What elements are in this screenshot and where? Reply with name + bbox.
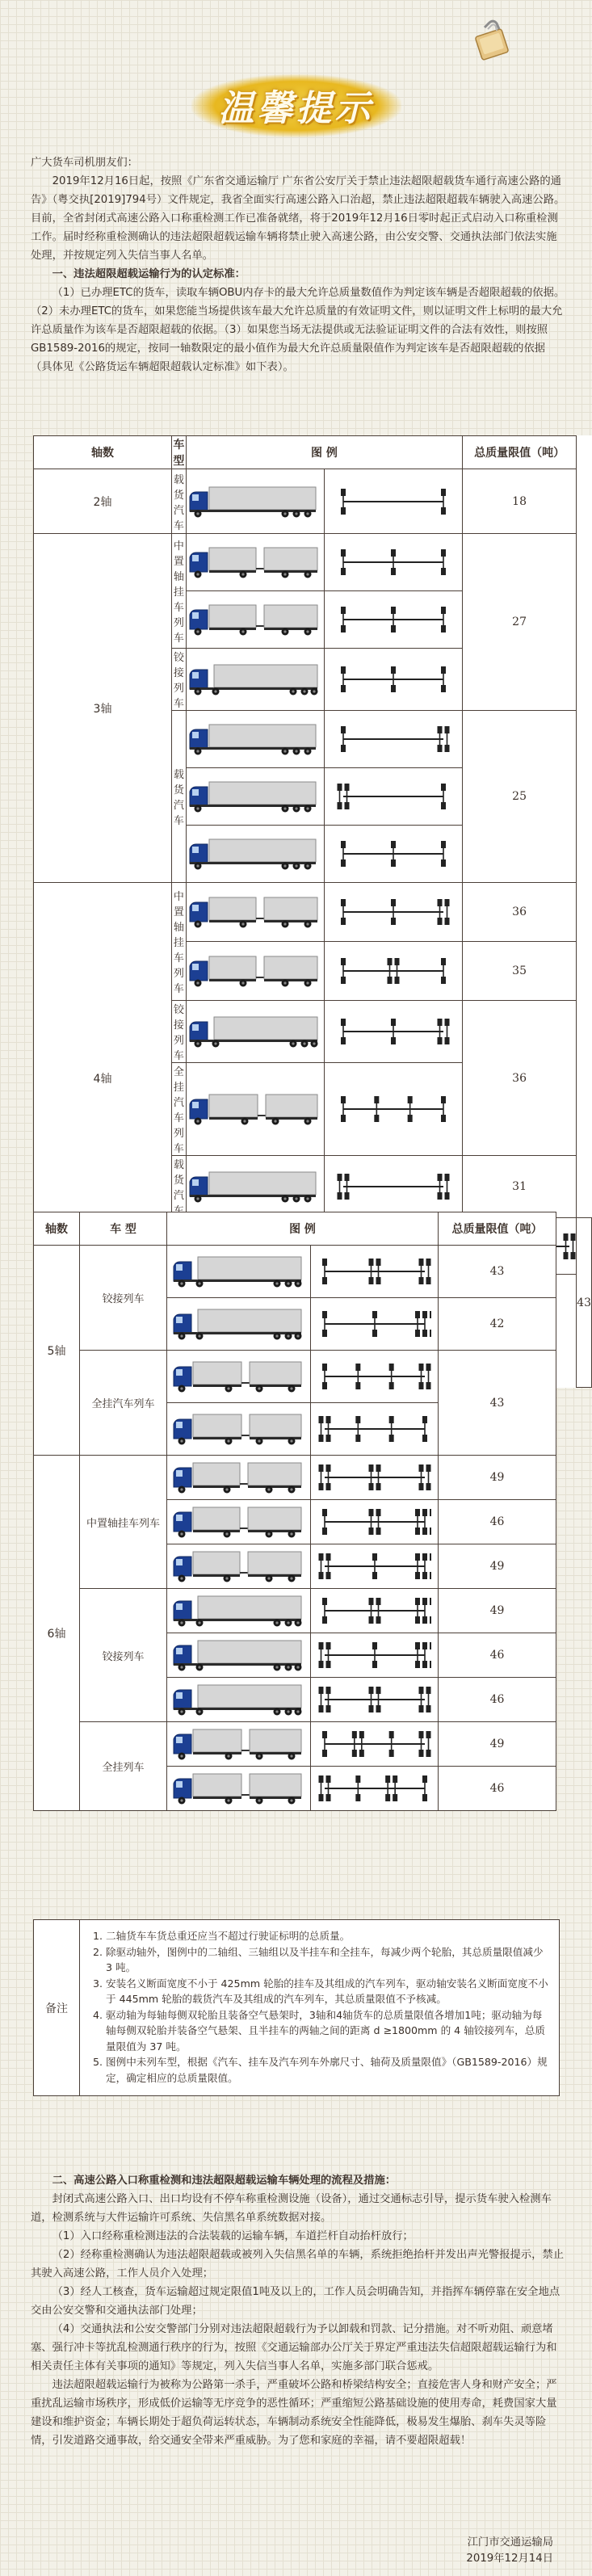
section1-paragraph: （1）已办理ETC的货车，读取车辆OBU内存卡的最大允许总质量数值作为判定该车辆是否超限超载的依据。（2）未办理ETC的货车，如果您能当场提供该车最大允许总质量的有效证明文件，则以证明文件上标明的最大允许总质量作为该车是否超限超载的依据。（3）如果您当场无法提供或无法验证证明文件的合法有效性，则按照GB1589-2016的规定，按同一轴数限定的最小值作为最大允许总质量限值作为判定该车是否超限超载的依据（具体见《公路货运车辆超限超载认定标准》如下表）。 bbox=[31, 287, 565, 373]
limit-cell: 36 bbox=[463, 1001, 577, 1156]
section2-heading: 二、高速公路入口称重检测和违法超限超载运输车辆处理的流程及措施： bbox=[52, 2175, 397, 2187]
limit-cell: 35 bbox=[463, 942, 577, 1001]
table-row bbox=[34, 883, 592, 942]
axle-diagram-icon bbox=[337, 547, 450, 578]
header-limit: 总质量限值（吨） bbox=[439, 1212, 556, 1246]
remark-item: 3. 安装名义断面宽度不小于 425mm 轮胎的挂车及其组成的汽车列车，驱动轴安装名义断面宽度不小于 445mm 轮胎的载货汽车及其组成的汽车列车，其总质量限值不予核减。 bbox=[106, 1976, 551, 2007]
type-cell: 中置轴挂车列车 bbox=[80, 1456, 167, 1589]
table-row bbox=[34, 469, 592, 534]
type-cell: 载货汽车 bbox=[172, 711, 187, 883]
header-type: 车 型 bbox=[172, 436, 187, 469]
axle-cell: 6轴 bbox=[34, 1456, 80, 1811]
axle-diagram-icon bbox=[337, 1016, 450, 1047]
axle-diagram-icon bbox=[318, 1309, 431, 1339]
table-row bbox=[34, 1722, 556, 1767]
axle-diagram-icon bbox=[337, 1171, 450, 1202]
section2 bbox=[31, 2171, 565, 2450]
limit-cell: 46 bbox=[439, 1500, 556, 1544]
type-cell: 铰接列车 bbox=[172, 649, 187, 711]
section2-paragraph: 封闭式高速公路入口、出口均设有不停车称重检测设施（设备），通过交通标志引导，提示货车驶入检测车道，检测系统与大件运输许可系统、失信黑名单系统数据对接。 bbox=[31, 2193, 552, 2224]
semi-trailer-icon bbox=[170, 1593, 308, 1628]
remark-item: 4. 驱动轴为每轴每侧双轮胎且装备空气悬架时，3轴和4轴货车的总质量限值各增加1吨；驱动轴为每轴每侧双轮胎并装备空气悬架、且半挂车的两轴之间的距离 d ≥1800mm 的 4 轴铰接列车，总质量限值为 37 吨。 bbox=[106, 2007, 551, 2055]
signature-date: 2019年12月14日 bbox=[466, 2553, 553, 2565]
limit-cell: 49 bbox=[439, 1544, 556, 1589]
limit-cell: 46 bbox=[439, 1767, 556, 1811]
header-diagram: 图 例 bbox=[167, 1212, 439, 1246]
semi-trailer-icon bbox=[170, 1306, 308, 1342]
axle-diagram-icon bbox=[337, 1094, 450, 1124]
axle-diagram-icon bbox=[318, 1595, 431, 1626]
intro-paragraph: 2019年12月16日起，按照《广东省交通运输厅 广东省公安厅关于禁止违法超限超载货车通行高速公路的通告》（粤交执[2019]794号）文件规定，我省全面实行高速公路入口治超，禁止违法超限超载车辆驶入高速公路。目前，全省封闭式高速公路入口称重检测工作已准备就绪，将于2019年12月16日零时起正式启动入口称重检测工作。届时经称重检测确认的违法超限超载运输车辆将禁止驶入高速公路，由公安交警、交通执法部门依法实施处理，并按规定列入失信当事人名单。 bbox=[31, 175, 565, 262]
remark-item: 5. 图例中未列车型，根据《汽车、挂车及汽车列车外廓尺寸、轴荷及质量限值》（GB1589-2016）规定，确定相应的总质量限值。 bbox=[106, 2054, 551, 2086]
table-header-row bbox=[34, 1212, 556, 1246]
limit-cell: 36 bbox=[463, 883, 577, 942]
semi-trailer-icon bbox=[170, 1682, 308, 1717]
truck-icon bbox=[187, 484, 324, 519]
section2-paragraph: （1）入口经称重检测违法的合法装载的运输车辆，车道拦杆自动抬杆放行； bbox=[52, 2230, 414, 2242]
full-trailer-icon bbox=[170, 1771, 308, 1806]
truck-trailer-icon bbox=[170, 1504, 308, 1540]
axle-diagram-icon bbox=[318, 1640, 431, 1670]
table-row bbox=[34, 1351, 556, 1403]
axle-cell: 3轴 bbox=[34, 534, 172, 883]
axle-diagram-icon bbox=[337, 664, 450, 695]
limit-cell: 43 bbox=[439, 1246, 556, 1298]
header-axles: 轴数 bbox=[34, 1212, 80, 1246]
type-cell: 载货汽车 bbox=[172, 469, 187, 534]
axle-diagram-icon bbox=[337, 838, 450, 869]
remark-item: 2. 除驱动轴外，图例中的二轴组、三轴组以及半挂车和全挂车，每减少两个轮胎，其总质量限值减少 3 吨。 bbox=[106, 1944, 551, 1976]
axle-diagram-icon bbox=[318, 1684, 431, 1715]
section2-paragraph: （2）经称重检测确认为违法超限超载或被列入失信黑名单的车辆，系统拒绝抬杆并发出声光警报提示，禁止其驶入高速公路，工作人员介入处理； bbox=[31, 2249, 565, 2280]
limit-cell: 46 bbox=[439, 1633, 556, 1678]
type-cell: 中置轴挂车列车 bbox=[172, 534, 187, 649]
truck-trailer-icon bbox=[170, 1460, 308, 1495]
vehicle-limit-table-2 bbox=[33, 1212, 556, 1811]
axle-diagram-icon bbox=[318, 1414, 431, 1444]
axle-diagram-icon bbox=[318, 1361, 431, 1392]
axle-diagram-icon bbox=[318, 1507, 431, 1537]
limit-cell: 18 bbox=[463, 469, 577, 534]
remarks-label: 备注 bbox=[34, 1920, 80, 2095]
intro-section bbox=[31, 153, 565, 376]
axle-diagram-icon bbox=[318, 1729, 431, 1759]
full-trailer-icon bbox=[170, 1411, 308, 1447]
section1-heading: 一、违法超限超载运输行为的认定标准： bbox=[52, 268, 246, 280]
section2-paragraph: （3）经人工核查，货车运输超过规定限值1吨及以上的，工作人员会明确告知，并指挥车辆停靠在安全地点交由公安交警和交通执法部门处理； bbox=[31, 2286, 561, 2317]
full-trailer-icon bbox=[187, 1091, 324, 1127]
table-row bbox=[34, 1589, 556, 1633]
axle-diagram-icon bbox=[337, 956, 450, 986]
axle-diagram-icon bbox=[318, 1256, 431, 1287]
remark-item: 1. 二轴货车车货总重还应当不超过行驶证标明的总质量。 bbox=[106, 1928, 551, 1944]
semi-trailer-icon bbox=[187, 662, 324, 697]
full-trailer-icon bbox=[170, 1359, 308, 1394]
header-type: 车 型 bbox=[80, 1212, 167, 1246]
truck-trailer-icon bbox=[187, 894, 324, 930]
axle-diagram-icon bbox=[318, 1462, 431, 1493]
limit-cell: 46 bbox=[439, 1678, 556, 1722]
truck-icon bbox=[187, 836, 324, 872]
limit-cell: 27 bbox=[463, 534, 577, 711]
header-diagram: 图 例 bbox=[186, 436, 462, 469]
limit-cell: 42 bbox=[439, 1298, 556, 1351]
type-cell: 铰接列车 bbox=[80, 1246, 167, 1351]
header-axles: 轴数 bbox=[34, 436, 172, 469]
truck-icon bbox=[187, 1169, 324, 1204]
type-cell: 全挂汽车列车 bbox=[172, 1063, 187, 1156]
remarks-box bbox=[33, 1919, 560, 2096]
type-cell: 全挂列车 bbox=[80, 1722, 167, 1811]
remarks-list bbox=[80, 1928, 551, 2086]
truck-icon bbox=[187, 779, 324, 814]
truck-icon bbox=[187, 721, 324, 757]
axle-diagram-icon bbox=[337, 486, 450, 517]
signature bbox=[466, 2535, 553, 2567]
full-trailer-icon bbox=[170, 1726, 308, 1762]
table-header-row bbox=[34, 436, 592, 469]
section2-paragraph: 违法超限超载运输行为被称为公路第一杀手，严重破坏公路和桥梁结构安全；直接危害人身和财产安全；严重扰乱运输市场秩序，形成低价运输等无序竞争的恶性循环；严重缩短公路基础设施的使用寿命，耗费国家大量建设和维护资金；车辆长期处于超负荷运转状态，车辆制动系统安全性能降低，极易发生爆胎、刹车失灵等险情，引发道路交通事故，给交通安全带来严重威胁。为了您和家庭的幸福，请不要超限超载！ bbox=[31, 2379, 557, 2447]
limit-cell: 49 bbox=[439, 1589, 556, 1633]
truck-trailer-icon bbox=[187, 544, 324, 580]
limit-cell: 25 bbox=[463, 711, 577, 883]
limit-cell: 43 bbox=[577, 1218, 592, 1388]
axle-cell: 5轴 bbox=[34, 1246, 80, 1456]
type-cell: 铰接列车 bbox=[172, 1001, 187, 1063]
axle-cell: 2轴 bbox=[34, 469, 172, 534]
truck-trailer-icon bbox=[170, 1549, 308, 1584]
paper-clip-icon bbox=[467, 18, 514, 65]
axle-diagram-icon bbox=[318, 1551, 431, 1582]
limit-cell: 31 bbox=[463, 1156, 577, 1218]
header-limit: 总质量限值（吨） bbox=[463, 436, 577, 469]
truck-trailer-icon bbox=[187, 953, 324, 989]
axle-cell: 4轴 bbox=[34, 883, 172, 1275]
semi-trailer-icon bbox=[170, 1254, 308, 1289]
truck-trailer-icon bbox=[187, 602, 324, 637]
type-cell: 载货汽 bbox=[172, 1156, 187, 1218]
axle-diagram-icon bbox=[337, 897, 450, 927]
table-row bbox=[34, 1456, 556, 1500]
limit-cell: 49 bbox=[439, 1456, 556, 1500]
type-cell: 中置轴挂车列车 bbox=[172, 883, 187, 1001]
table-row bbox=[34, 1246, 556, 1298]
table-row bbox=[34, 534, 592, 591]
type-cell: 全挂汽车列车 bbox=[80, 1351, 167, 1456]
signature-org: 江门市交通运输局 bbox=[467, 2536, 553, 2549]
semi-trailer-icon bbox=[187, 1014, 324, 1049]
axle-diagram-icon bbox=[337, 724, 450, 754]
limit-cell: 43 bbox=[439, 1351, 556, 1456]
page-title: 温馨提示 bbox=[191, 74, 401, 137]
type-cell: 铰接列车 bbox=[80, 1589, 167, 1722]
axle-diagram-icon bbox=[318, 1773, 431, 1804]
greeting: 广大货车司机朋友们： bbox=[31, 157, 138, 169]
semi-trailer-icon bbox=[170, 1637, 308, 1673]
axle-diagram-icon bbox=[337, 781, 450, 812]
axle-diagram-icon bbox=[337, 604, 450, 635]
limit-cell: 49 bbox=[439, 1722, 556, 1767]
section2-paragraph: （4）交通执法和公安交警部门分别对违法超限超载行为予以卸载和罚款、记分措施。对不听劝阻、顽意堵塞、强行冲卡等扰乱检测通行秩序的行为，按照《交通运输部办公厅关于界定严重违法失信超限超载运输行为和相关责任主体有关事项的通知》等规定，列入失信当事人名单，实施多部门联合惩戒。 bbox=[31, 2323, 557, 2372]
